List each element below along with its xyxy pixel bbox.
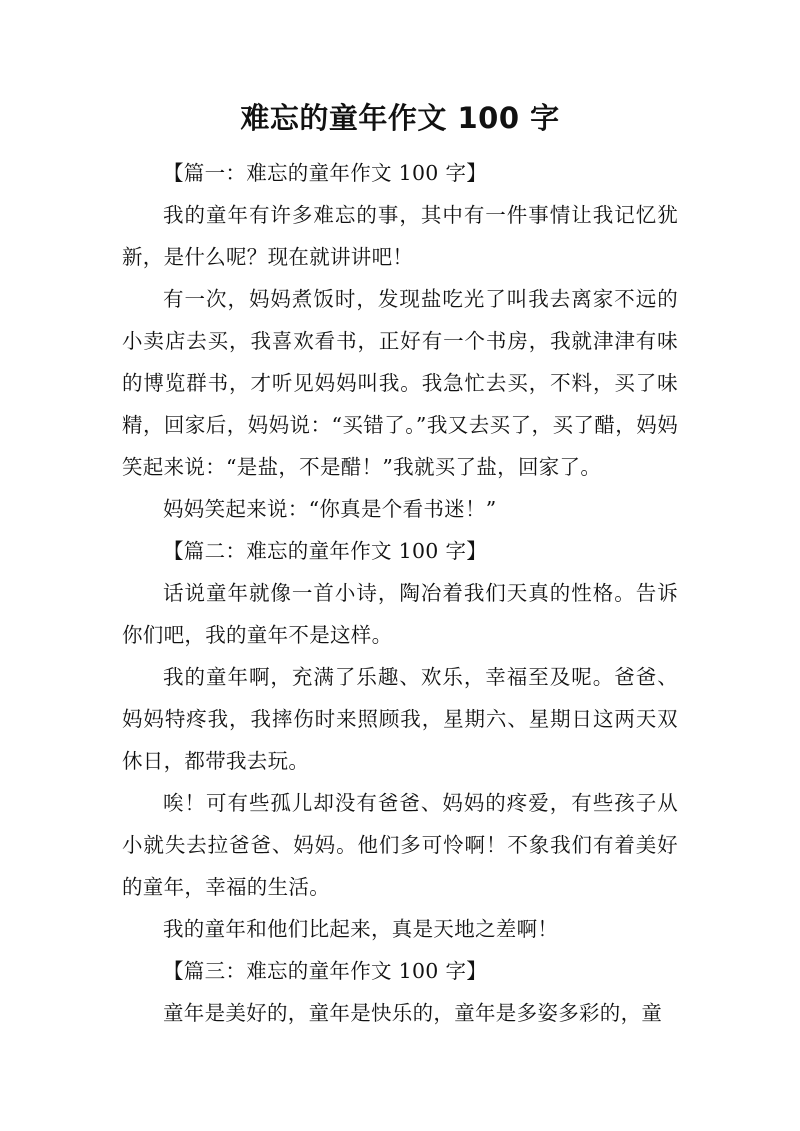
paragraph: 话说童年就像一首小诗，陶冶着我们天真的性格。告诉你们吧，我的童年不是这样。 [122,581,678,647]
paragraph: 童年是美好的，童年是快乐的，童年是多姿多彩的，童 [163,1001,663,1025]
document-body [122,152,678,1034]
paragraph: 妈妈笑起来说：“你真是个看书迷！” [163,497,497,521]
document-title: 难忘的童年作文 100 字 [240,101,560,135]
paragraph: 我的童年啊，充满了乐趣、欢乐，幸福至及呢。爸爸、妈妈特疼我，我摔伤时来照顾我，星期六、星期日这两天双休日，都带我去玩。 [122,665,678,773]
paragraph: 我的童年有许多难忘的事，其中有一件事情让我记忆犹新，是什么呢？现在就讲讲吧！ [122,203,678,269]
paragraph: 我的童年和他们比起来，真是天地之差啊！ [163,917,559,941]
paragraph: 有一次，妈妈煮饭时，发现盐吃光了叫我去离家不远的小卖店去买，我喜欢看书，正好有一个书房，我就津津有味的博览群书，才听见妈妈叫我。我急忙去买，不料，买了味精，回家后，妈妈说：“买错了。”我又去买了，买了醋，妈妈笑起来说：“是盐，不是醋！”我就买了盐，回家了。 [122,287,678,479]
section-heading-3: 【篇三：难忘的童年作文 100 字】 [163,959,488,983]
section-heading-2: 【篇二：难忘的童年作文 100 字】 [163,539,488,563]
paragraph: 唉！可有些孤儿却没有爸爸、妈妈的疼爱，有些孩子从小就失去拉爸爸、妈妈。他们多可怜啊！不象我们有着美好的童年，幸福的生活。 [122,791,678,899]
section-heading-1: 【篇一：难忘的童年作文 100 字】 [163,161,488,185]
